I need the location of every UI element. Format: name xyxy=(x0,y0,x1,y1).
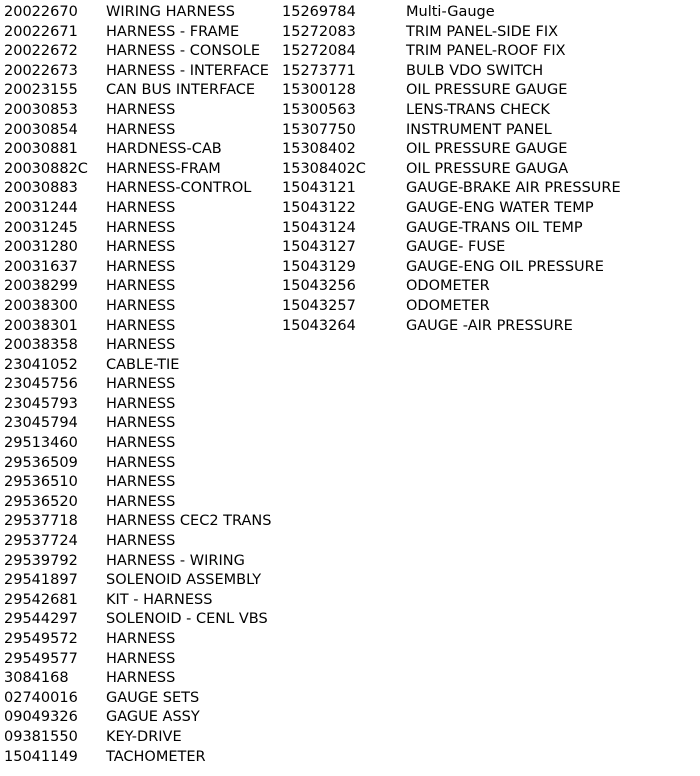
part-number: 15041149 xyxy=(4,748,78,765)
part-number: 29544297 xyxy=(4,611,78,628)
part-description: HARNESS xyxy=(106,219,176,236)
part-number: 29539792 xyxy=(4,552,78,569)
part-description: HARNESS xyxy=(106,199,176,216)
part-number: 29549572 xyxy=(4,631,78,647)
part-description: LENS-TRANS CHECK xyxy=(406,101,550,118)
part-description: HARNESS xyxy=(106,101,176,118)
part-number: 20030882C xyxy=(4,160,88,177)
part-description: HARNESS xyxy=(106,376,176,393)
part-number: 29542681 xyxy=(4,591,78,608)
part-number: 02740016 xyxy=(4,689,78,706)
part-description: HARNESS-FRAM xyxy=(106,160,221,177)
part-number: 20022671 xyxy=(4,23,78,40)
part-number: 15043122 xyxy=(282,199,356,216)
part-number: 20031637 xyxy=(4,258,78,275)
part-number: 3084168 xyxy=(4,670,69,687)
part-number: 15273771 xyxy=(282,62,356,79)
part-number: 29549577 xyxy=(4,650,78,667)
part-description: HARNESS xyxy=(106,395,176,412)
part-description: OIL PRESSURE GAUGE xyxy=(406,82,568,99)
part-description: HARNESS xyxy=(106,337,176,354)
part-description: HARNESS xyxy=(106,631,176,647)
part-description: HARNESS CEC2 TRANS xyxy=(106,513,272,530)
part-description: GAUGE -AIR PRESSURE xyxy=(406,317,573,334)
part-description: TRIM PANEL-ROOF FIX xyxy=(406,43,566,60)
part-number: 09049326 xyxy=(4,709,78,726)
part-number: 23045756 xyxy=(4,376,78,393)
part-number: 20030881 xyxy=(4,141,78,158)
part-description: HARNESS xyxy=(106,493,176,510)
part-number: 15272083 xyxy=(282,23,356,40)
part-number: 09381550 xyxy=(4,728,78,745)
part-number: 29536509 xyxy=(4,454,78,471)
part-number: 15043127 xyxy=(282,239,356,256)
part-number: 20038299 xyxy=(4,278,78,295)
part-number: 15043129 xyxy=(282,258,356,275)
part-description: HARNESS - INTERFACE xyxy=(106,62,269,79)
part-number: 23041052 xyxy=(4,356,78,373)
part-description: HARDNESS-CAB xyxy=(106,141,222,158)
part-description: HARNESS xyxy=(106,415,176,432)
part-number: 20038358 xyxy=(4,337,78,354)
part-description: HARNESS xyxy=(106,454,176,471)
part-description: TRIM PANEL-SIDE FIX xyxy=(406,23,559,40)
part-number: 20022670 xyxy=(4,4,78,20)
part-number: 20030853 xyxy=(4,101,78,118)
part-description: KEY-DRIVE xyxy=(106,728,182,745)
part-description: WIRING HARNESS xyxy=(106,4,235,20)
part-description: HARNESS xyxy=(106,297,176,314)
part-description: GAUGE- FUSE xyxy=(406,239,506,256)
part-number: 29536520 xyxy=(4,493,78,510)
part-number: 20031244 xyxy=(4,199,78,216)
part-description: GAUGE SETS xyxy=(106,689,200,706)
part-number: 15300563 xyxy=(282,101,356,118)
part-description: CAN BUS INTERFACE xyxy=(106,82,256,99)
part-description: HARNESS - CONSOLE xyxy=(106,43,261,60)
part-description: HARNESS xyxy=(106,278,176,295)
part-number: 20022673 xyxy=(4,62,78,79)
part-number: 29541897 xyxy=(4,572,78,589)
part-description: ODOMETER xyxy=(406,278,490,295)
part-description: HARNESS-CONTROL xyxy=(106,180,252,197)
part-description: GAUGE-ENG WATER TEMP xyxy=(406,199,594,216)
part-description: SOLENOID ASSEMBLY xyxy=(106,572,262,589)
part-description: HARNESS xyxy=(106,533,176,550)
part-description: HARNESS xyxy=(106,239,176,256)
part-description: INSTRUMENT PANEL xyxy=(406,121,552,138)
part-number: 20030883 xyxy=(4,180,78,197)
part-description: GAUGE-ENG OIL PRESSURE xyxy=(406,258,604,275)
part-number: 20031280 xyxy=(4,239,78,256)
part-number: 29537718 xyxy=(4,513,78,530)
part-description: HARNESS - FRAME xyxy=(106,23,240,40)
part-number: 29513460 xyxy=(4,435,78,452)
part-number: 15307750 xyxy=(282,121,356,138)
part-description: OIL PRESSURE GAUGA xyxy=(406,160,569,177)
part-number: 15272084 xyxy=(282,43,356,60)
part-description: SOLENOID - CENL VBS xyxy=(106,611,268,628)
part-number: 20023155 xyxy=(4,82,78,99)
part-number: 20031245 xyxy=(4,219,78,236)
part-description: Multi-Gauge xyxy=(406,4,495,20)
part-description: HARNESS xyxy=(106,317,176,334)
part-description: HARNESS xyxy=(106,474,176,491)
part-number: 15043121 xyxy=(282,180,356,197)
part-description: KIT - HARNESS xyxy=(106,591,213,608)
part-description: BULB VDO SWITCH xyxy=(406,62,544,79)
part-description: HARNESS xyxy=(106,121,176,138)
part-number: 23045794 xyxy=(4,415,78,432)
part-number: 20022672 xyxy=(4,43,78,60)
part-description: GAUGE-BRAKE AIR PRESSURE xyxy=(406,180,621,197)
part-description: HARNESS xyxy=(106,258,176,275)
part-number: 29536510 xyxy=(4,474,78,491)
part-description: GAGUE ASSY xyxy=(106,709,200,726)
part-number: 23045793 xyxy=(4,395,78,412)
part-number: 15043124 xyxy=(282,219,356,236)
part-description: ODOMETER xyxy=(406,297,490,314)
part-description: GAUGE-TRANS OIL TEMP xyxy=(406,219,583,236)
part-description: HARNESS - WIRING xyxy=(106,552,245,569)
part-number: 20038300 xyxy=(4,297,78,314)
part-number: 15300128 xyxy=(282,82,356,99)
part-number: 15043257 xyxy=(282,297,356,314)
part-description: HARNESS xyxy=(106,670,176,687)
part-number: 15043264 xyxy=(282,317,356,334)
part-number: 20038301 xyxy=(4,317,78,334)
part-number: 20030854 xyxy=(4,121,78,138)
part-description: OIL PRESSURE GAUGE xyxy=(406,141,568,158)
part-number: 15269784 xyxy=(282,4,356,20)
part-description: TACHOMETER xyxy=(106,748,206,765)
part-number: 29537724 xyxy=(4,533,78,550)
part-description: HARNESS xyxy=(106,650,176,667)
part-number: 15043256 xyxy=(282,278,356,295)
part-number: 15308402C xyxy=(282,160,366,177)
part-description: CABLE-TIE xyxy=(106,356,180,373)
part-description: HARNESS xyxy=(106,435,176,452)
part-number: 15308402 xyxy=(282,141,356,158)
